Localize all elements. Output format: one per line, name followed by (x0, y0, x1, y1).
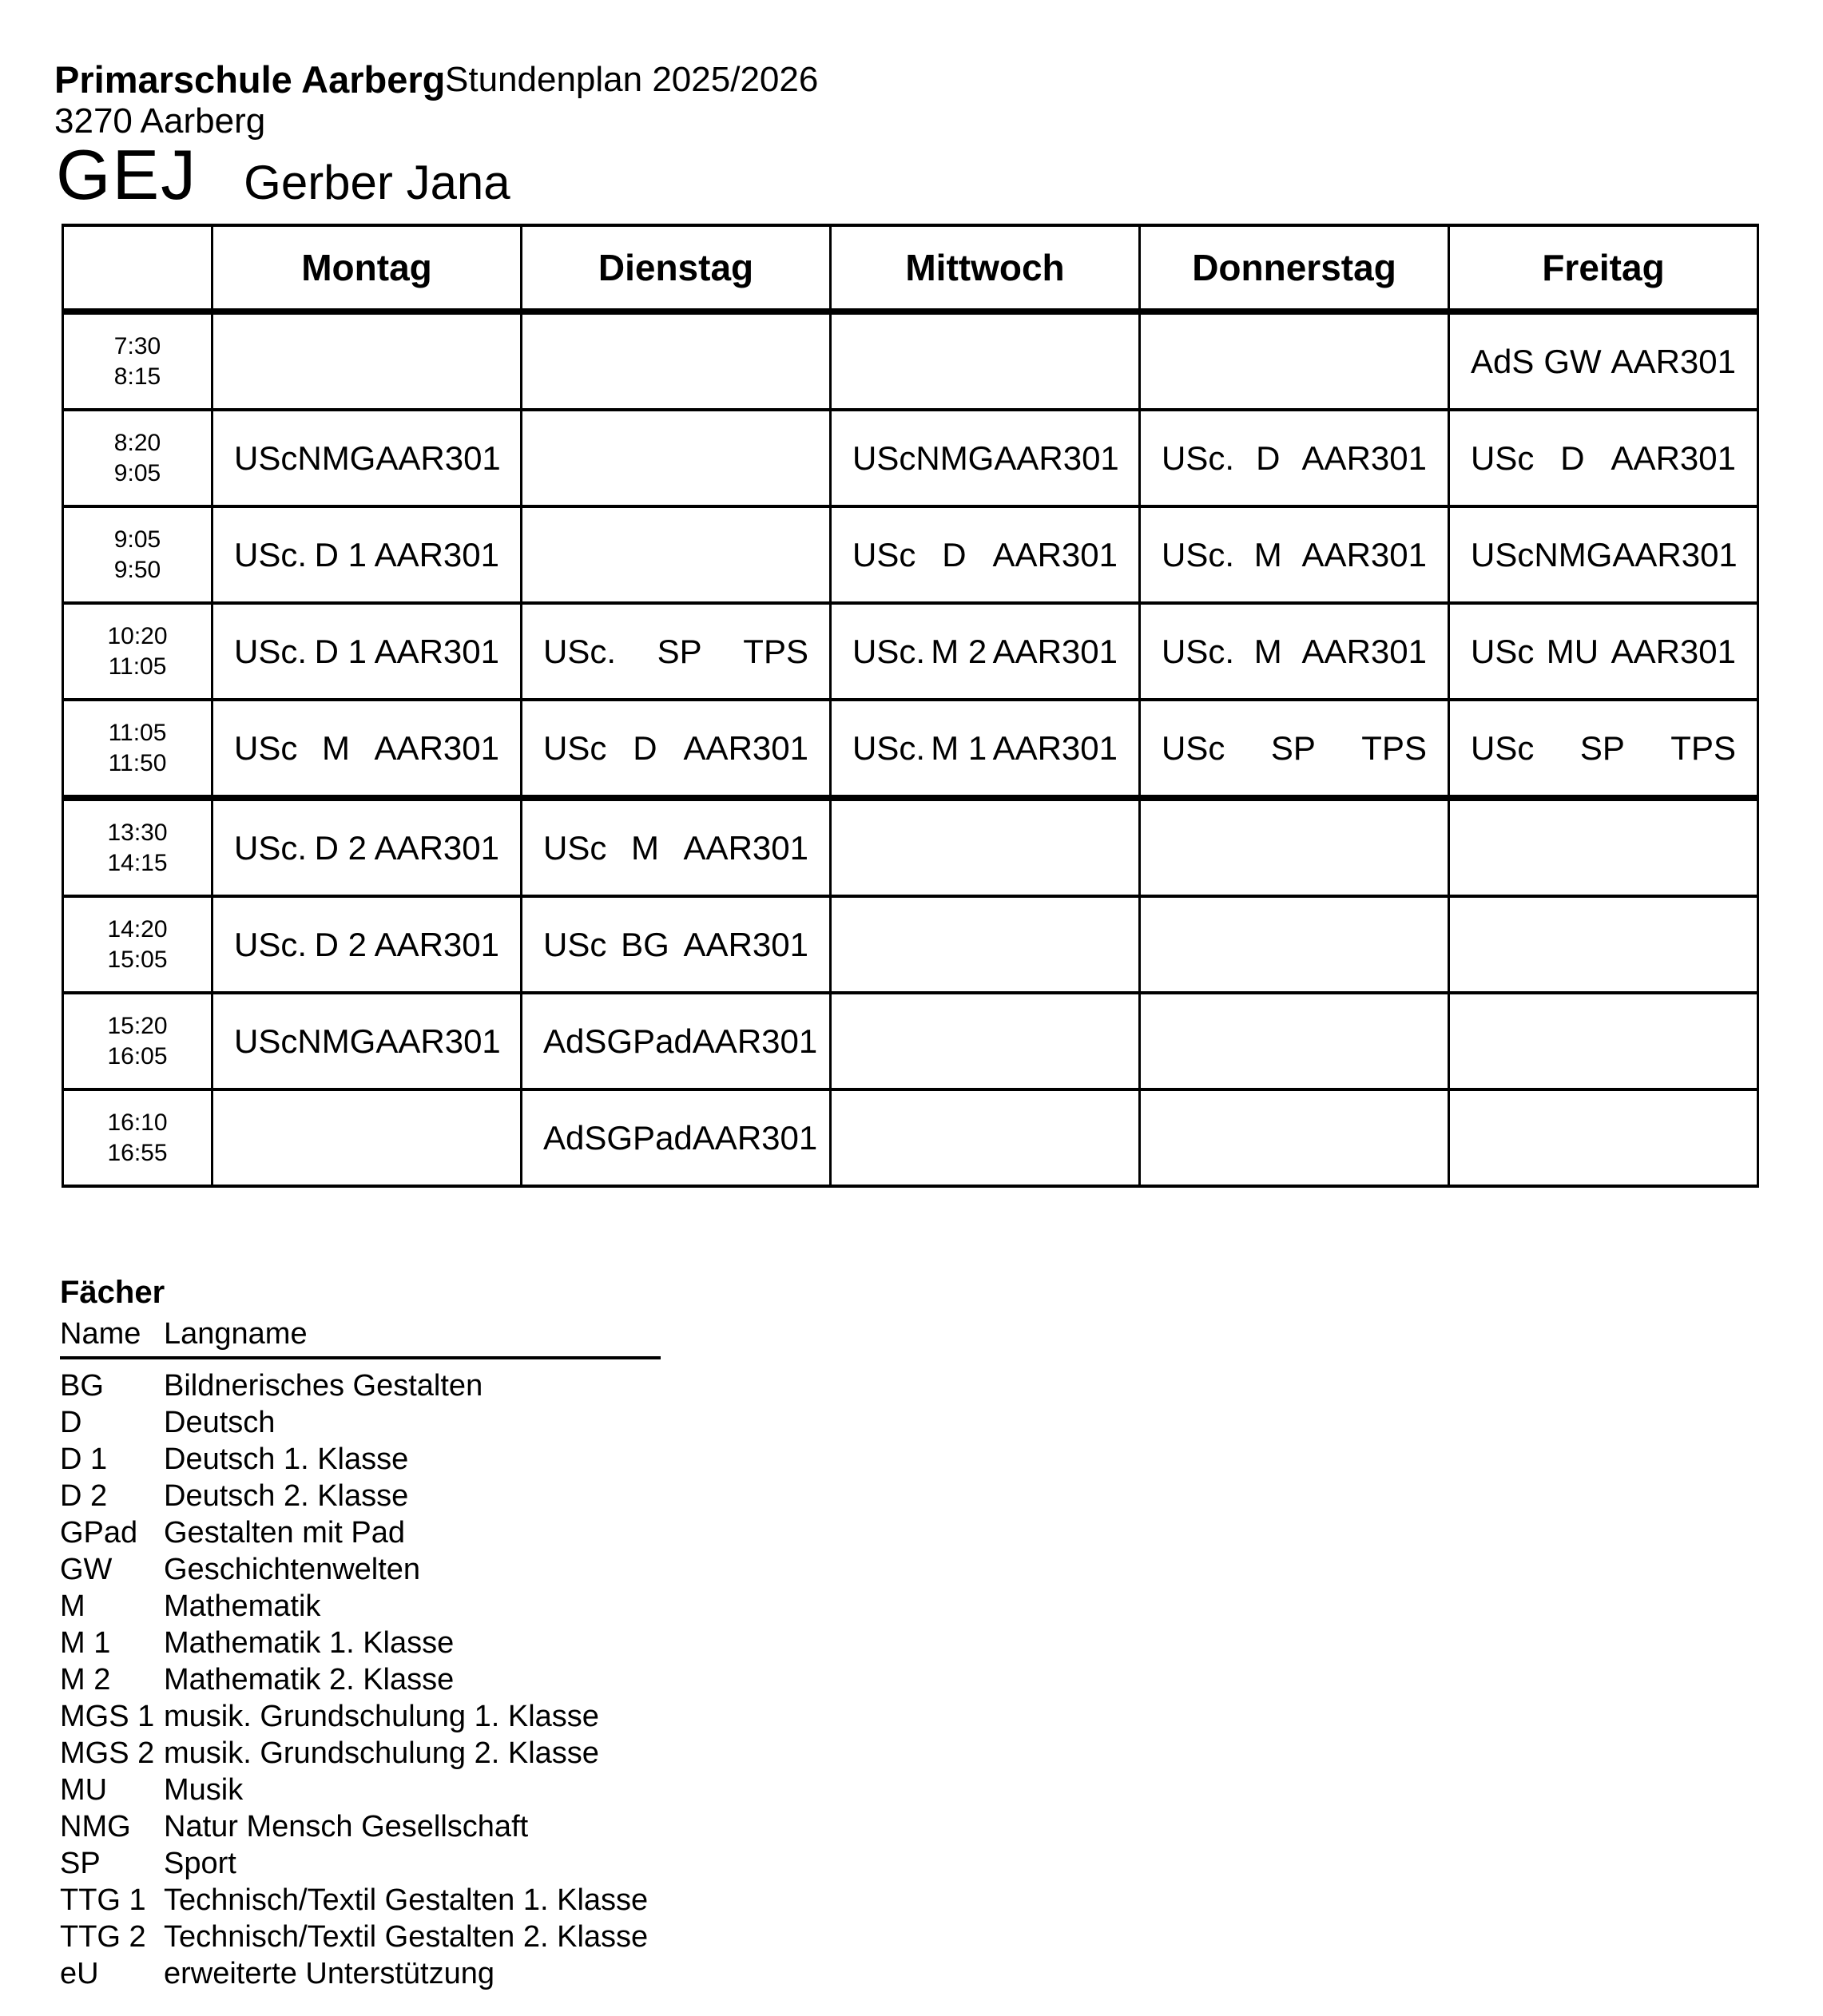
day-header-mittwoch: Mittwoch (831, 225, 1140, 312)
empty-cell (831, 1089, 1140, 1186)
subject-code: MGS 1 (60, 1700, 155, 1733)
time-cell (63, 603, 212, 700)
empty-cell (1140, 798, 1449, 896)
lesson-cell (1449, 312, 1758, 410)
legend-row (60, 1404, 661, 1441)
lesson-room: TPS (1361, 728, 1427, 767)
legend-row (60, 1551, 661, 1588)
lesson-cell (212, 993, 522, 1089)
subject-longname: Deutsch (164, 1406, 276, 1439)
lesson-cell (1140, 700, 1449, 798)
lesson-teacher: USc (852, 439, 916, 477)
subject-code: D 1 (60, 1443, 108, 1476)
empty-cell (1449, 993, 1758, 1089)
teacher-name: Gerber Jana (244, 156, 510, 209)
lesson-cell (1449, 700, 1758, 798)
lesson-cell (831, 603, 1140, 700)
subject-longname: Deutsch 2. Klasse (164, 1479, 409, 1513)
lesson-teacher: USc (234, 1022, 298, 1060)
empty-cell (522, 312, 831, 410)
lesson-subject: M (321, 728, 350, 767)
time-end: 8:15 (113, 363, 161, 390)
subject-longname: Gestalten mit Pad (164, 1516, 406, 1550)
empty-cell (831, 798, 1140, 896)
empty-cell (1140, 896, 1449, 993)
subject-code: D (60, 1406, 82, 1439)
lesson-cell (1140, 410, 1449, 506)
lesson-subject: D 2 (314, 828, 367, 867)
timetable-row (63, 312, 1758, 410)
lesson-cell (1449, 506, 1758, 603)
lesson-subject: M (1253, 632, 1282, 670)
legend-header-row (60, 1317, 661, 1359)
lesson-room: AAR301 (992, 535, 1118, 573)
lesson-cell (522, 1089, 831, 1186)
lesson-cell (831, 410, 1140, 506)
lesson-room: AAR301 (992, 632, 1118, 670)
lesson-room: AAR301 (374, 632, 499, 670)
legend-row (60, 1772, 661, 1808)
lesson-cell (1449, 410, 1758, 506)
legend-row (60, 1478, 661, 1514)
lesson-room: AAR301 (683, 925, 808, 963)
subject-longname: musik. Grundschulung 2. Klasse (164, 1736, 599, 1770)
lesson-subject: GPad (606, 1022, 693, 1060)
lesson-cell (831, 506, 1140, 603)
teacher-code: GEJ (56, 135, 198, 214)
lesson-cell (831, 700, 1140, 798)
empty-cell (1449, 896, 1758, 993)
lesson-subject: D (633, 728, 657, 767)
teacher-line (56, 134, 510, 216)
plan-title: Stundenplan 2025/2026 (445, 60, 819, 99)
lesson-subject: D (1256, 439, 1281, 477)
lesson-room: AAR301 (1612, 535, 1738, 573)
lesson-cell (522, 993, 831, 1089)
school-name: Primarschule Aarberg (54, 58, 446, 101)
lesson-room: AAR301 (375, 1022, 501, 1060)
lesson-cell (1140, 603, 1449, 700)
legend-row (60, 1845, 661, 1882)
lesson-subject: NMG (297, 439, 376, 477)
lesson-room: AAR301 (1611, 439, 1736, 477)
lesson-subject: SP (1579, 728, 1625, 767)
time-cell (63, 798, 212, 896)
lesson-teacher: USc. (852, 632, 926, 670)
subject-code: M (60, 1589, 85, 1623)
subject-code: BG (60, 1369, 104, 1403)
empty-cell (1449, 798, 1758, 896)
day-header-montag: Montag (212, 225, 522, 312)
legend-col-longname: Langname (164, 1317, 308, 1351)
lesson-subject: SP (1270, 728, 1316, 767)
lesson-room: AAR301 (992, 728, 1118, 767)
subject-longname: Technisch/Textil Gestalten 1. Klasse (164, 1883, 649, 1917)
lesson-room: AAR301 (692, 1022, 818, 1060)
lesson-room: AAR301 (374, 828, 499, 867)
subject-code: MU (60, 1773, 108, 1807)
empty-cell (831, 896, 1140, 993)
lesson-cell (522, 896, 831, 993)
legend-row (60, 1882, 661, 1919)
lesson-teacher: USc (1471, 439, 1535, 477)
lesson-teacher: USc (543, 828, 607, 867)
time-cell (63, 993, 212, 1089)
time-start: 9:05 (113, 526, 161, 553)
legend-row (60, 1735, 661, 1772)
timetable-row (63, 896, 1758, 993)
lesson-teacher: USc (1471, 535, 1535, 573)
lesson-teacher: USc. (1162, 439, 1235, 477)
legend-row (60, 1588, 661, 1625)
subject-longname: musik. Grundschulung 1. Klasse (164, 1700, 599, 1733)
legend-row (60, 1625, 661, 1661)
legend-title: Fächer (60, 1275, 165, 1310)
lesson-subject: NMG (297, 1022, 376, 1060)
subject-longname: Bildnerisches Gestalten (164, 1369, 483, 1403)
empty-cell (1140, 993, 1449, 1089)
lesson-cell (1140, 506, 1449, 603)
legend-row (60, 1698, 661, 1735)
time-cell (63, 700, 212, 798)
lesson-room: AAR301 (374, 925, 499, 963)
lesson-subject: NMG (1534, 535, 1613, 573)
lesson-subject: D 1 (314, 632, 367, 670)
timetable-row (63, 1089, 1758, 1186)
lesson-room: TPS (1670, 728, 1736, 767)
legend-row (60, 1441, 661, 1478)
lesson-teacher: USc (543, 925, 607, 963)
lesson-room: AAR301 (683, 728, 808, 767)
timetable-row (63, 410, 1758, 506)
legend-row (60, 1661, 661, 1698)
lesson-cell (212, 603, 522, 700)
subject-code: D 2 (60, 1479, 108, 1513)
lesson-cell (1449, 603, 1758, 700)
lesson-subject: SP (657, 632, 702, 670)
lesson-teacher: USc. (234, 535, 308, 573)
lesson-room: AAR301 (375, 439, 501, 477)
time-end: 14:15 (107, 849, 168, 876)
subject-legend (60, 1275, 661, 1992)
lesson-teacher: AdS (543, 1118, 607, 1157)
lesson-teacher: USc. (234, 828, 308, 867)
subject-code: TTG 2 (60, 1920, 146, 1954)
lesson-room: TPS (743, 632, 808, 670)
lesson-room: AAR301 (692, 1118, 818, 1157)
timetable-row (63, 506, 1758, 603)
subject-code: NMG (60, 1810, 131, 1843)
time-end: 15:05 (107, 946, 168, 973)
subject-code: GW (60, 1553, 113, 1586)
subject-longname: Technisch/Textil Gestalten 2. Klasse (164, 1920, 649, 1954)
time-start: 7:30 (113, 332, 161, 359)
legend-row (60, 1808, 661, 1845)
lesson-subject: D 2 (314, 925, 367, 963)
empty-cell (522, 410, 831, 506)
subject-code: TTG 1 (60, 1883, 146, 1917)
subject-code: M 2 (60, 1663, 111, 1697)
time-start: 15:20 (107, 1012, 168, 1039)
lesson-room: AAR301 (1611, 342, 1736, 380)
lesson-room: AAR301 (994, 439, 1119, 477)
subject-code: M 1 (60, 1626, 111, 1660)
time-cell (63, 506, 212, 603)
lesson-room: AAR301 (683, 828, 808, 867)
time-start: 14:20 (107, 915, 168, 943)
subject-longname: Geschichtenwelten (164, 1553, 421, 1586)
lesson-subject: D 1 (314, 535, 367, 573)
lesson-room: AAR301 (374, 728, 499, 767)
lesson-subject: D (1560, 439, 1585, 477)
lesson-cell (522, 798, 831, 896)
time-end: 9:50 (113, 556, 161, 583)
timetable-row (63, 798, 1758, 896)
lesson-subject: M (630, 828, 659, 867)
time-start: 11:05 (108, 719, 167, 746)
lesson-subject: BG (621, 925, 669, 963)
lesson-subject: M 1 (931, 728, 987, 767)
lesson-room: AAR301 (1301, 439, 1427, 477)
timetable-row (63, 993, 1758, 1089)
lesson-cell (212, 410, 522, 506)
day-header-row (63, 225, 1758, 312)
lesson-teacher: USc (234, 728, 298, 767)
time-end: 11:50 (108, 749, 167, 776)
lesson-teacher: USc (1471, 728, 1535, 767)
lesson-cell (212, 700, 522, 798)
subject-longname: Natur Mensch Gesellschaft (164, 1810, 529, 1843)
time-cell (63, 896, 212, 993)
lesson-teacher: AdS (543, 1022, 607, 1060)
timetable (62, 224, 1759, 1188)
lesson-teacher: USc. (1162, 632, 1235, 670)
lesson-teacher: AdS (1471, 342, 1535, 380)
lesson-subject: D (942, 535, 967, 573)
empty-cell (1140, 1089, 1449, 1186)
time-end: 11:05 (108, 653, 167, 680)
subject-longname: Musik (164, 1773, 244, 1807)
legend-row (60, 1514, 661, 1551)
empty-cell (1449, 1089, 1758, 1186)
lesson-teacher: USc. (234, 632, 308, 670)
lesson-room: AAR301 (374, 535, 499, 573)
lesson-cell (212, 798, 522, 896)
corner-cell (63, 225, 212, 312)
subject-longname: Deutsch 1. Klasse (164, 1443, 409, 1476)
day-header-donnerstag: Donnerstag (1140, 225, 1449, 312)
subject-code: GPad (60, 1516, 138, 1550)
empty-cell (1140, 312, 1449, 410)
lesson-cell (212, 506, 522, 603)
time-cell (63, 410, 212, 506)
empty-cell (831, 993, 1140, 1089)
time-start: 10:20 (107, 622, 168, 649)
school-city: 3270 Aarberg (54, 101, 266, 141)
time-cell (63, 1089, 212, 1186)
legend-row (60, 1367, 661, 1404)
time-end: 16:05 (107, 1042, 168, 1070)
day-header-dienstag: Dienstag (522, 225, 831, 312)
empty-cell (212, 1089, 522, 1186)
lesson-subject: M 2 (931, 632, 987, 670)
lesson-teacher: USc (234, 439, 298, 477)
lesson-teacher: USc (1471, 632, 1535, 670)
subject-longname: Mathematik 2. Klasse (164, 1663, 455, 1697)
time-end: 16:55 (107, 1139, 168, 1166)
time-start: 13:30 (107, 819, 168, 846)
subject-longname: erweiterte Unterstützung (164, 1957, 494, 1990)
lesson-teacher: USc (852, 535, 916, 573)
lesson-subject: MU (1546, 632, 1599, 670)
lesson-teacher: USc. (1162, 535, 1235, 573)
lesson-room: AAR301 (1301, 632, 1427, 670)
timetable-row (63, 700, 1758, 798)
lesson-subject: GW (1543, 342, 1602, 380)
lesson-teacher: USc (543, 728, 607, 767)
time-start: 8:20 (113, 429, 161, 456)
empty-cell (831, 312, 1140, 410)
time-cell (63, 312, 212, 410)
lesson-subject: NMG (915, 439, 995, 477)
lesson-subject: M (1253, 535, 1282, 573)
lesson-cell (522, 603, 831, 700)
subject-longname: Mathematik 1. Klasse (164, 1626, 455, 1660)
subject-code: SP (60, 1847, 101, 1880)
subject-longname: Mathematik (164, 1589, 321, 1623)
lesson-subject: GPad (606, 1118, 693, 1157)
legend-row (60, 1919, 661, 1955)
lesson-teacher: USc (1162, 728, 1225, 767)
lesson-teacher: USc. (234, 925, 308, 963)
subject-code: eU (60, 1957, 99, 1990)
legend-col-name: Name (60, 1317, 141, 1351)
timetable-row (63, 603, 1758, 700)
lesson-teacher: USc. (852, 728, 926, 767)
subject-code: MGS 2 (60, 1736, 155, 1770)
day-header-freitag: Freitag (1449, 225, 1758, 312)
lesson-teacher: USc. (543, 632, 617, 670)
lesson-room: AAR301 (1301, 535, 1427, 573)
subject-longname: Sport (164, 1847, 236, 1880)
time-start: 16:10 (107, 1109, 168, 1136)
lesson-room: AAR301 (1611, 632, 1736, 670)
lesson-cell (522, 700, 831, 798)
legend-row (60, 1955, 661, 1992)
empty-cell (212, 312, 522, 410)
empty-cell (522, 506, 831, 603)
lesson-cell (212, 896, 522, 993)
time-end: 9:05 (113, 459, 161, 486)
